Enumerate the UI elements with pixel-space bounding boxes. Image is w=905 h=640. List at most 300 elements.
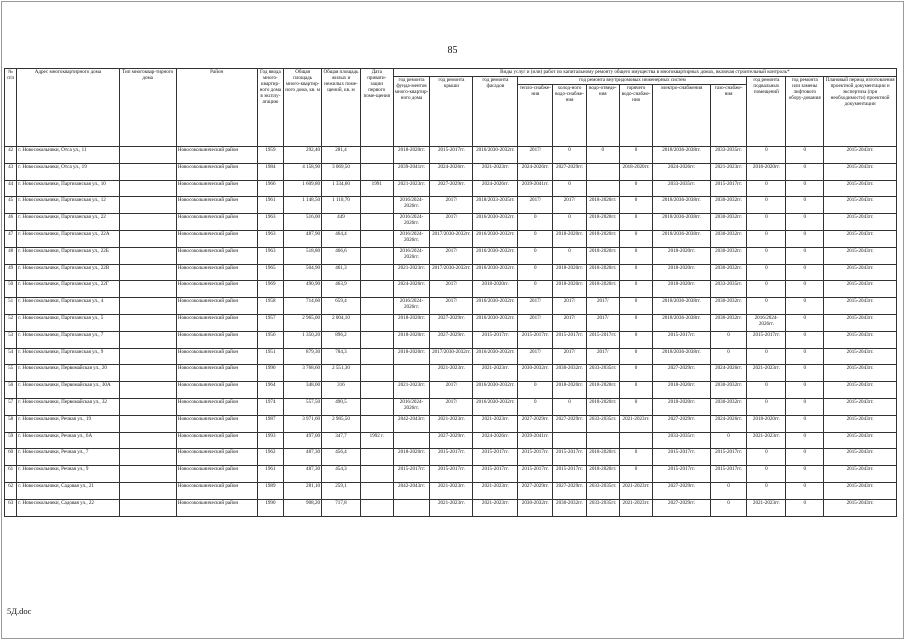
cell-roof: 2017/2030-2032гг. [430,264,473,281]
cell-el: 2018-2020гг. [653,398,710,415]
cell-cold: 2030-2032гг. [553,365,587,382]
cell-heat: 2015-2017гг. [518,466,553,483]
cell-res: 464,4 [322,230,361,247]
cell-district: Новосокольнический район [176,348,257,365]
cell-base: 0 [747,230,786,247]
cell-plan: 2015-2043гг. [824,499,897,516]
cell-hot: 0 [619,247,653,264]
cell-year: 1966 [257,180,284,197]
cell-el: 2015-2017гг. [653,466,710,483]
cell-district: Новосокольнический район [176,432,257,449]
cell-cold: 2027-2029гг. [553,482,587,499]
cell-district: Новосокольнический район [176,466,257,483]
cell-year: 1969 [257,281,284,298]
cell-year: 1962 [257,449,284,466]
cell-plan: 2015-2043гг. [824,230,897,247]
cell-addr: г. Новосокольники, Партизанская ул., 9 [17,348,119,365]
cell-hot: 0 [619,382,653,399]
cell-hot: 2021-2023гг. [619,499,653,516]
cell-roof: 2027-2029гг. [430,331,473,348]
cell-n: 49 [5,264,17,281]
cell-district: Новосокольнический район [176,147,257,164]
cell-type [119,298,176,315]
cell-heat: 2017/ [518,197,553,214]
cell-fund [393,499,430,516]
cell-fund: 2042-2043гг. [393,415,430,432]
cell-el: 2018-2020гг. [653,281,710,298]
cell-plan: 2015-2043гг. [824,281,897,298]
cell-cold: 2017/ [553,298,587,315]
cell-fund: 2021-2023гг. [393,180,430,197]
cell-gas: 2030-2032гг. [710,382,747,399]
cell-gas: 0 [710,499,747,516]
cell-plan: 2015-2043гг. [824,214,897,231]
cell-type [119,147,176,164]
table-row [5,180,897,197]
cell-type [119,197,176,214]
cell-plan: 2015-2043гг. [824,482,897,499]
cell-drain: 2018-2020гг. [586,281,619,298]
cell-type [119,415,176,432]
cell-cold: 2018-2020гг. [553,230,587,247]
cell-res: 896,2 [322,331,361,348]
cell-cold: 2017/ [553,348,587,365]
cell-lift: 0 [786,281,824,298]
cell-lift: 0 [786,348,824,365]
cell-type [119,230,176,247]
cell-plan: 2015-2043гг. [824,163,897,180]
cell-lift: 0 [786,499,824,516]
cell-type [119,499,176,516]
cell-priv [360,147,393,164]
cell-roof: 2015-2017гг. [430,449,473,466]
cell-base: 0 [747,264,786,281]
cell-drain: 2033-2035гг. [586,365,619,382]
cell-lift: 0 [786,247,824,264]
header-foundation-repair: год ремонта фунда-ментов много-квартир-ного дома [393,77,430,147]
cell-fac: 2015-2017гг. [473,331,518,348]
table-row [5,314,897,331]
cell-year: 1959 [257,147,284,164]
cell-n: 57 [5,398,17,415]
cell-fund: 2016/2024-2026гг. [393,197,430,214]
cell-drain: 2017/ [586,314,619,331]
cell-heat: 0 [518,398,553,415]
cell-hot: 0 [619,365,653,382]
cell-heat: 2030-2032гг. [518,365,553,382]
cell-hot: 2021-2023гг. [619,415,653,432]
cell-fac: 2021-2023гг. [473,499,518,516]
cell-lift: 0 [786,432,824,449]
cell-plan: 2015-2043гг. [824,432,897,449]
header-engineering-group: год ремонта внутридомовых инженерных систем [518,77,747,85]
cell-type [119,348,176,365]
cell-fund: 2015-2017гг. [393,466,430,483]
cell-priv [360,163,393,180]
cell-base: 0 [747,197,786,214]
cell-priv: 1992 г. [360,432,393,449]
cell-fund: 2016/2024-2026гг. [393,298,430,315]
table-row [5,432,897,449]
cell-hot: 0 [619,281,653,298]
cell-area: 908,20 [284,499,322,516]
cell-lift: 0 [786,382,824,399]
cell-res: 466,6 [322,247,361,264]
cell-n: 52 [5,314,17,331]
header-services-group: Виды услуг и (или) работ по капитальному ремонту общего имущества в многоквартирных домах, включая строительный контроль* [393,69,896,77]
cell-fund: 2018-2020гг. [393,314,430,331]
header-num: № п/п [5,69,17,147]
cell-area: 518,80 [284,247,322,264]
cell-el: 2027-2029гг. [653,482,710,499]
cell-lift: 0 [786,331,824,348]
cell-addr: г. Новосокольники, Речная ул., 9 [17,466,119,483]
cell-fund: 2016/2024-2026гг. [393,247,430,264]
cell-gas: 2030-2032гг. [710,298,747,315]
cell-cold: 0 [553,180,587,197]
cell-year: 1956 [257,331,284,348]
cell-area: 714,60 [284,298,322,315]
cell-plan: 2015-2043гг. [824,197,897,214]
cell-priv [360,298,393,315]
cell-plan: 2015-2043гг. [824,348,897,365]
cell-type [119,466,176,483]
cell-priv [360,197,393,214]
cell-lift: 0 [786,163,824,180]
cell-plan: 2015-2043гг. [824,449,897,466]
cell-base: 2018-2020гг. [747,163,786,180]
cell-cold: 0 [553,147,587,164]
cell-addr: г. Новосокольники, Первомайская ул., 30А [17,382,119,399]
cell-district: Новосокольнический район [176,382,257,399]
header-privatization: Дата привати-зации первого поме-щения [360,69,393,147]
cell-drain: 2017/ [586,348,619,365]
cell-el: 2018-2020гг. [653,382,710,399]
table-row [5,298,897,315]
cell-year: 1965 [257,264,284,281]
cell-res: 659,4 [322,298,361,315]
cell-addr: г. Новосокольники, Партизанская ул., 22В [17,264,119,281]
header-total-area: Общая площадь много-квартир-ного дома, кв. м [284,69,322,147]
cell-base: 0 [747,466,786,483]
cell-year: 1957 [257,314,284,331]
cell-type [119,214,176,231]
cell-res: 347,7 [322,432,361,449]
cell-heat: 2039-2041гг. [518,180,553,197]
cell-year: 1958 [257,298,284,315]
cell-roof: 2021-2023гг. [430,365,473,382]
cell-area: 879,30 [284,348,322,365]
cell-district: Новосокольнический район [176,482,257,499]
cell-drain: 0 [586,147,619,164]
cell-roof: 2027-2029гг. [430,432,473,449]
cell-district: Новосокольнический район [176,230,257,247]
cell-plan: 2015-2043гг. [824,331,897,348]
cell-el: 2027-2029гг. [653,499,710,516]
cell-lift: 0 [786,197,824,214]
cell-lift: 0 [786,180,824,197]
cell-base: 0 [747,348,786,365]
cell-plan: 2015-2043гг. [824,365,897,382]
cell-roof: 2017/ [430,247,473,264]
cell-cold: 2015-2017гг. [553,466,587,483]
cell-plan: 2015-2043гг. [824,415,897,432]
cell-fund: 2018-2020гг. [393,331,430,348]
cell-n: 42 [5,147,17,164]
cell-fac: 2016/2030-2032гг. [473,214,518,231]
cell-res: 490,5 [322,398,361,415]
cell-fac: 2016/2030-2032гг. [473,230,518,247]
cell-roof: 2024-2026гг. [430,163,473,180]
cell-addr: г. Новосокольники, Садовая ул., 22 [17,499,119,516]
cell-fac: 2016/2030-2032гг. [473,298,518,315]
cell-addr: г. Новосокольники, Партизанская ул., 22Б [17,247,119,264]
cell-n: 56 [5,382,17,399]
cell-el: 2018/2036-2038гг. [653,314,710,331]
cell-gas: 2015-2017гг. [710,466,747,483]
cell-priv [360,230,393,247]
cell-n: 62 [5,482,17,499]
cell-base: 0 [747,382,786,399]
cell-cold: 2015-2017гг. [553,449,587,466]
table-row [5,449,897,466]
cell-heat: 0 [518,230,553,247]
cell-priv [360,348,393,365]
cell-heat: 2017/ [518,147,553,164]
cell-n: 48 [5,247,17,264]
cell-lift: 0 [786,415,824,432]
capital-repair-table [4,68,897,517]
cell-drain: 2015-2017гг. [586,331,619,348]
table-row [5,365,897,382]
cell-year: 1974 [257,398,284,415]
cell-cold: 2018-2020гг. [553,281,587,298]
cell-base: 0 [747,449,786,466]
cell-area: 3 971,60 [284,415,322,432]
header-gas: газо-снабже-ния [710,85,747,147]
cell-gas: 2030-2032гг. [710,398,747,415]
cell-priv [360,482,393,499]
cell-cold: 2027-2029гг. [553,415,587,432]
cell-gas: 2024-2026гг. [710,415,747,432]
cell-cold: 0 [553,214,587,231]
cell-cold: 2030-2032гг. [553,499,587,516]
cell-roof: 2017/ [430,281,473,298]
cell-el: 2024-2026гг. [653,163,710,180]
cell-drain: 2018-2020гг. [586,197,619,214]
cell-gas: 2030-2032гг. [710,214,747,231]
cell-year: 1963 [257,214,284,231]
cell-area: 487,30 [284,449,322,466]
cell-base: 0 [747,214,786,231]
cell-fund [393,432,430,449]
cell-area: 1 350,20 [284,331,322,348]
cell-el: 2027-2029гг. [653,415,710,432]
cell-base: 0 [747,398,786,415]
cell-fund: 2018-2020гг. [393,147,430,164]
cell-district: Новосокольнический район [176,365,257,382]
cell-addr: г. Новосокольники, Отса ул., 19 [17,163,119,180]
cell-drain: 2018-2020гг. [586,449,619,466]
cell-district: Новосокольнический район [176,331,257,348]
header-elevator-repair: год ремонта или замены лифтового обору-дования [786,77,824,147]
cell-el: 2018/2036-2038гг. [653,230,710,247]
cell-lift: 0 [786,214,824,231]
cell-fund: 2018-2020гг. [393,449,430,466]
cell-el: 2015-2017гг. [653,449,710,466]
cell-drain: 2018-2020гг. [586,230,619,247]
cell-area: 348,00 [284,382,322,399]
cell-el: 2033-2035гг. [653,180,710,197]
cell-lift: 0 [786,398,824,415]
cell-year: 1989 [257,482,284,499]
cell-area: 281,10 [284,482,322,499]
cell-el: 2018/2036-2038гг. [653,348,710,365]
cell-district: Новосокольнический район [176,415,257,432]
header-facade-repair: год ремонта фасадов [473,77,518,147]
cell-drain: 2018-2020гг. [586,466,619,483]
cell-addr: г. Новосокольники, Речная ул., 19 [17,415,119,432]
cell-roof: 2021-2023гг. [430,499,473,516]
cell-res: 259,1 [322,482,361,499]
cell-area: 1 148,50 [284,197,322,214]
cell-type [119,449,176,466]
cell-year: 1961 [257,466,284,483]
cell-addr: г. Новосокольники, Речная ул., 6А [17,432,119,449]
cell-fac: 2021-2023гг. [473,163,518,180]
table-body [5,147,897,517]
header-design-period: Плановый период изготовления проектной документации и экспертиза (при необходимости) проектной документации [824,77,897,147]
cell-addr: г. Новосокольники, Партизанская ул., 4 [17,298,119,315]
cell-hot: 0 [619,230,653,247]
cell-n: 51 [5,298,17,315]
cell-year: 1951 [257,348,284,365]
table-row [5,348,897,365]
cell-hot: 0 [619,147,653,164]
cell-roof: 2021-2023гг. [430,415,473,432]
cell-res: 1 110,70 [322,197,361,214]
cell-priv [360,281,393,298]
cell-heat: 2017/ [518,298,553,315]
cell-hot: 0 [619,214,653,231]
table-row [5,264,897,281]
header-address: Адрес многоквартирного дома [17,69,119,147]
cell-district: Новосокольнический район [176,180,257,197]
cell-hot: 0 [619,314,653,331]
cell-addr: г. Новосокольники, Партизанская ул., 22Г [17,281,119,298]
cell-type [119,180,176,197]
cell-roof: 2027-2029гг. [430,314,473,331]
cell-fac: 2016/2030-2032гг. [473,382,518,399]
header-district: Район [176,69,257,147]
cell-el: 2018/2036-2038гг. [653,147,710,164]
cell-n: 61 [5,466,17,483]
cell-area: 557,50 [284,398,322,415]
cell-gas: 0 [710,331,747,348]
cell-addr: г. Новосокольники, Речная ул., 7 [17,449,119,466]
cell-cold: 0 [553,247,587,264]
cell-fund [393,365,430,382]
cell-gas: 2015-2017гг. [710,449,747,466]
cell-lift: 0 [786,482,824,499]
cell-hot: 0 [619,331,653,348]
cell-district: Новосокольнический район [176,214,257,231]
cell-fac: 2015-2017гг. [473,466,518,483]
cell-priv [360,382,393,399]
cell-district: Новосокольнический район [176,247,257,264]
cell-gas: 2030-2032гг. [710,197,747,214]
cell-heat: 2030-2032гг. [518,499,553,516]
cell-type [119,331,176,348]
cell-n: 58 [5,415,17,432]
cell-cold: 2027-2029гг. [553,163,587,180]
header-electricity: электро-снабжения [653,85,710,147]
cell-cold: 2017/ [553,197,587,214]
cell-n: 63 [5,499,17,516]
cell-roof: 2027-2029гг. [430,180,473,197]
table-row [5,499,897,516]
cell-heat: 2015-2017гг. [518,331,553,348]
cell-gas: 2030-2032гг. [710,247,747,264]
cell-heat: 0 [518,214,553,231]
footer-filename: 5Д.doc [7,606,32,616]
cell-res: 3 069,50 [322,163,361,180]
cell-hot: 0 [619,398,653,415]
header-drainage: водо-отведе-ния [586,85,619,147]
cell-fund: 2016/2024-2026гг. [393,230,430,247]
cell-el: 2027-2029гг. [653,365,710,382]
cell-addr: г. Новосокольники, Партизанская ул., 7 [17,331,119,348]
cell-roof: 2015-2017гг. [430,466,473,483]
cell-fac: 2016/2030-2032гг. [473,314,518,331]
cell-plan: 2015-2043гг. [824,398,897,415]
table-row [5,382,897,399]
cell-area: 497,00 [284,432,322,449]
header-type: Тип многоквар-тирного дома [119,69,176,147]
cell-type [119,314,176,331]
cell-fund: 2039-2041гг. [393,163,430,180]
cell-hot: 0 [619,180,653,197]
cell-heat: 0 [518,281,553,298]
cell-fac: 2024-2026гг. [473,432,518,449]
cell-drain: 2033-2035гг. [586,415,619,432]
cell-heat: 2017/ [518,314,553,331]
cell-addr: г. Новосокольники, Первомайская ул., 32 [17,398,119,415]
cell-hot: 0 [619,466,653,483]
cell-base: 2018-2020гг. [747,415,786,432]
cell-priv [360,415,393,432]
cell-plan: 2015-2043гг. [824,147,897,164]
cell-n: 44 [5,180,17,197]
cell-plan: 2015-2043гг. [824,180,897,197]
cell-drain [586,163,619,180]
cell-n: 50 [5,281,17,298]
cell-plan: 2015-2043гг. [824,264,897,281]
cell-district: Новосокольнический район [176,281,257,298]
cell-year: 1993 [257,432,284,449]
cell-cold: 0 [553,398,587,415]
cell-res: 454,3 [322,466,361,483]
cell-drain: 2033-2035гг. [586,499,619,516]
cell-type [119,163,176,180]
cell-fac: 2021-2023гг. [473,415,518,432]
cell-addr: г. Новосокольники, Партизанская ул., 12 [17,197,119,214]
cell-el: 2018/2036-2038гг. [653,298,710,315]
cell-addr: г. Новосокольники, Партизанская ул., 5 [17,314,119,331]
cell-base: 2015-2017гг. [747,331,786,348]
cell-priv [360,466,393,483]
cell-cold [553,432,587,449]
